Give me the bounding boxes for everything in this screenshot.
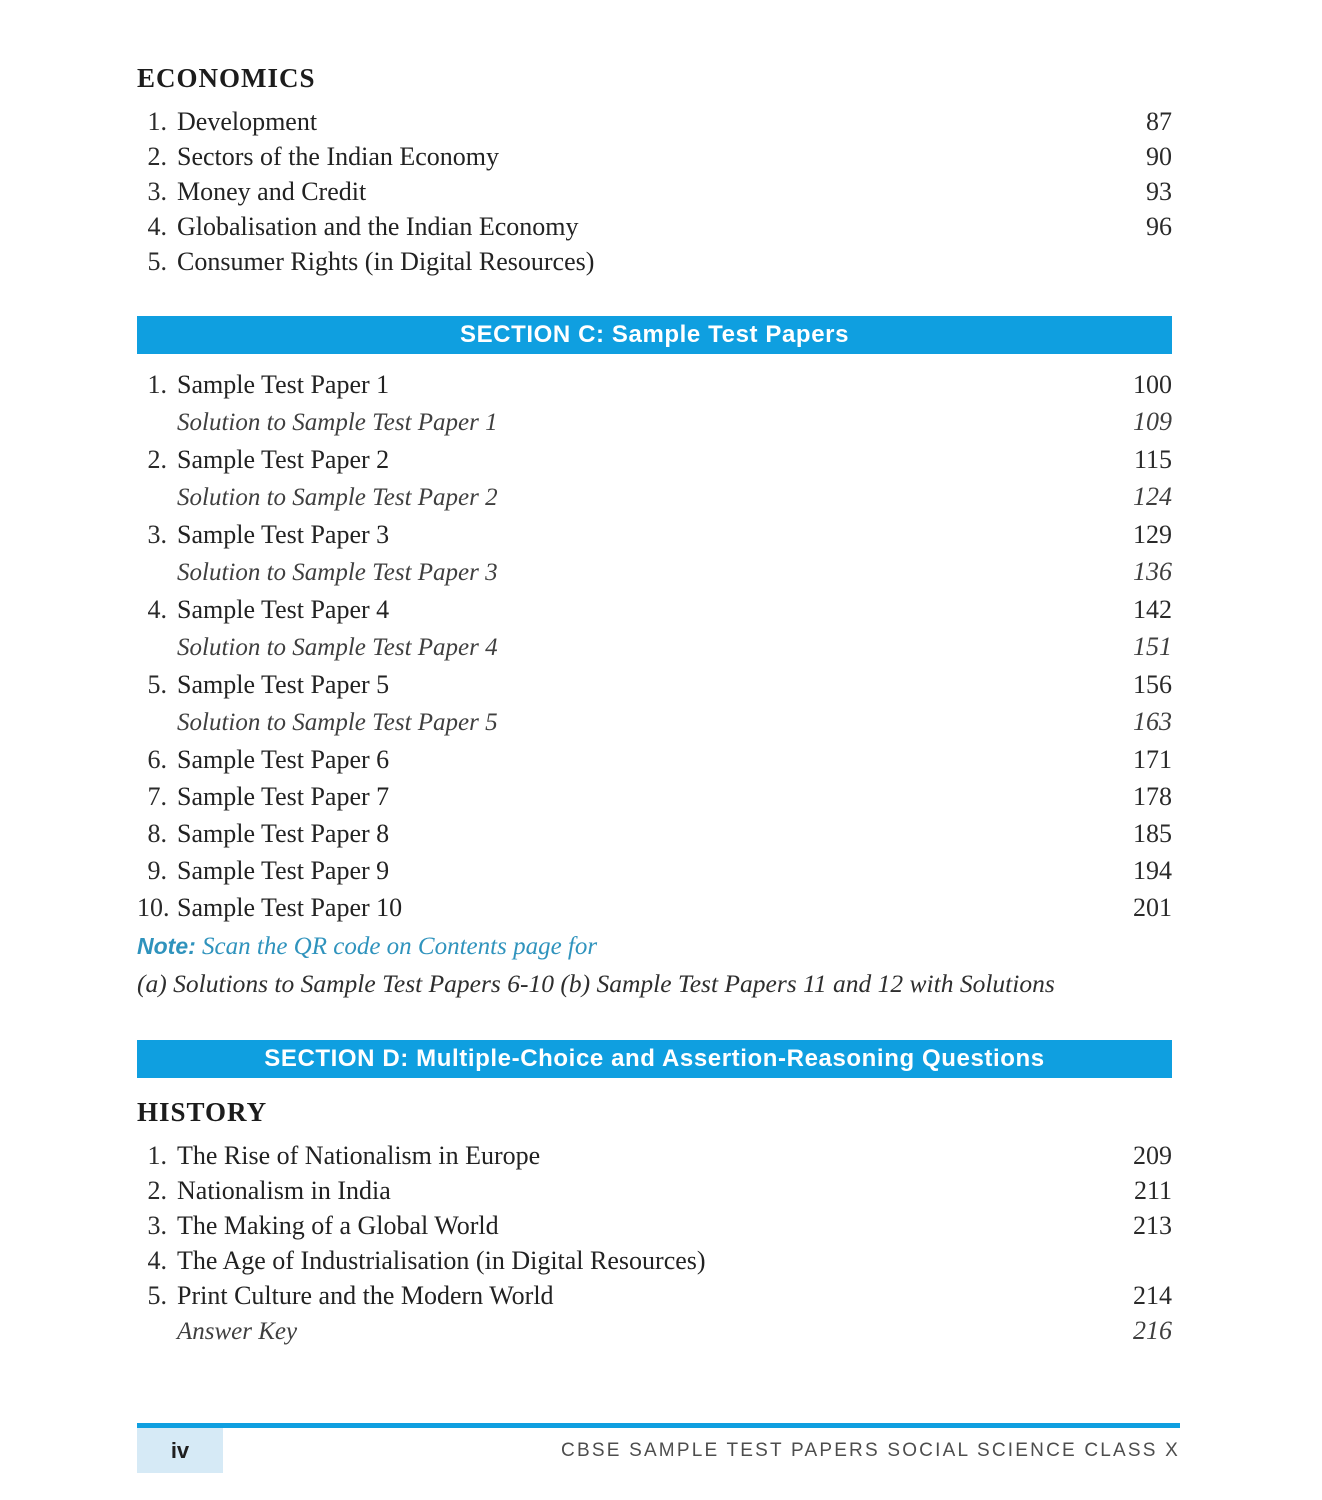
toc-row-page: 129 <box>1133 520 1172 549</box>
toc-row <box>137 1313 1172 1349</box>
toc-row-number: 5. <box>147 670 167 699</box>
toc-row <box>137 1278 1172 1313</box>
page-number-badge <box>137 1428 223 1473</box>
toc-row-number: 1. <box>147 370 167 399</box>
toc-row-title: Sample Test Paper 10 <box>177 893 403 922</box>
toc-row-title: Solution to Sample Test Paper 2 <box>177 484 498 511</box>
toc-row <box>137 1173 1172 1208</box>
toc-row-number: 2. <box>147 1176 167 1205</box>
toc-row-title: Sample Test Paper 7 <box>177 782 390 811</box>
toc-row <box>137 516 1172 553</box>
toc-row-page: 87 <box>1146 107 1172 136</box>
section-c-list <box>137 366 1172 926</box>
toc-row-title: Sample Test Paper 8 <box>177 819 390 848</box>
toc-row-number: 7. <box>147 782 167 811</box>
toc-row <box>137 403 1172 441</box>
toc-row-page: 211 <box>1133 1176 1172 1205</box>
toc-row-number: 1. <box>147 107 167 136</box>
toc-row-page: 194 <box>1133 856 1172 885</box>
toc-row-page: 90 <box>1146 142 1172 171</box>
toc-row-number: 2. <box>147 142 167 171</box>
toc-row-page: 213 <box>1133 1211 1172 1240</box>
note-line <box>137 928 1172 965</box>
toc-row <box>137 852 1172 889</box>
economics-list <box>137 104 1172 279</box>
toc-row-title: Answer Key <box>177 1318 298 1345</box>
toc-row-title: Sample Test Paper 3 <box>177 520 390 549</box>
toc-row <box>137 591 1172 628</box>
toc-row-page: 201 <box>1133 893 1172 922</box>
toc-row-page: 115 <box>1133 445 1172 474</box>
toc-row <box>137 628 1172 666</box>
toc-row-page: 216 <box>1133 1316 1172 1345</box>
toc-row-page: 142 <box>1133 595 1172 624</box>
footer-divider-rule <box>137 1423 1180 1428</box>
toc-row-title: Sample Test Paper 2 <box>177 445 390 474</box>
toc-row-title: Solution to Sample Test Paper 5 <box>177 709 498 736</box>
toc-row-page: 163 <box>1133 707 1172 736</box>
page-number: iv <box>170 1437 190 1463</box>
toc-row-page: 214 <box>1133 1281 1172 1310</box>
toc-row-page: 171 <box>1133 745 1172 774</box>
toc-row-title: Globalisation and the Indian Economy <box>177 212 579 241</box>
section-c-banner: SECTION C: Sample Test Papers <box>137 316 1172 354</box>
toc-row <box>137 1138 1172 1173</box>
toc-row-number: 6. <box>147 745 167 774</box>
toc-row <box>137 366 1172 403</box>
toc-row-title: Sample Test Paper 4 <box>177 595 390 624</box>
toc-row-page: 136 <box>1133 557 1172 586</box>
toc-row <box>137 1243 1172 1278</box>
toc-row-page: 109 <box>1133 407 1172 436</box>
toc-row <box>137 104 1172 139</box>
toc-row-title: Sectors of the Indian Economy <box>177 142 500 171</box>
toc-row-title: Solution to Sample Test Paper 4 <box>177 634 498 661</box>
toc-row-number: 5. <box>147 1281 167 1310</box>
toc-row <box>137 553 1172 591</box>
toc-row <box>137 741 1172 778</box>
toc-row-number: 9. <box>147 856 167 885</box>
note-label: Note: <box>137 933 196 959</box>
history-list <box>137 1138 1172 1349</box>
toc-row-page: 96 <box>1146 212 1172 241</box>
toc-row-number: 3. <box>147 177 167 206</box>
toc-row <box>137 209 1172 244</box>
toc-row-title: Nationalism in India <box>177 1176 391 1205</box>
toc-row-page: 100 <box>1133 370 1172 399</box>
toc-row-title: Sample Test Paper 5 <box>177 670 390 699</box>
economics-heading: ECONOMICS <box>137 63 316 93</box>
toc-row-title: Money and Credit <box>177 177 367 206</box>
toc-row-title: Sample Test Paper 9 <box>177 856 390 885</box>
toc-row-title: Sample Test Paper 1 <box>177 370 390 399</box>
toc-row-title: Print Culture and the Modern World <box>177 1281 554 1310</box>
toc-row-title: Consumer Rights (in Digital Resources) <box>177 247 595 276</box>
toc-row-title: Development <box>177 107 318 136</box>
history-heading: HISTORY <box>137 1097 268 1127</box>
toc-row-number: 1. <box>147 1141 167 1170</box>
toc-row-title: Sample Test Paper 6 <box>177 745 390 774</box>
toc-row <box>137 778 1172 815</box>
toc-row-page: 124 <box>1133 482 1172 511</box>
toc-row-title: The Age of Industrialisation (in Digital Resources) <box>177 1246 706 1275</box>
toc-row-page: 151 <box>1133 632 1172 661</box>
toc-row-title: Solution to Sample Test Paper 1 <box>177 409 498 436</box>
toc-row <box>137 666 1172 703</box>
toc-row <box>137 244 1172 279</box>
note-continuation: (a) Solutions to Sample Test Papers 6-10 (b) Sample Test Papers 11 and 12 with Solutions <box>137 969 1055 998</box>
note-text: Scan the QR code on Contents page for <box>195 933 598 960</box>
toc-row-number: 8. <box>147 819 167 848</box>
toc-row-number: 4. <box>147 212 167 241</box>
toc-row-number: 10. <box>137 893 170 922</box>
toc-row-number: 4. <box>147 595 167 624</box>
toc-row <box>137 139 1172 174</box>
toc-row-page: 93 <box>1146 177 1172 206</box>
toc-row-title: The Making of a Global World <box>177 1211 499 1240</box>
toc-content <box>137 0 1172 1349</box>
footer-book-title: CBSE SAMPLE TEST PAPERS SOCIAL SCIENCE CLASS X <box>561 1440 1180 1461</box>
toc-row-page: 156 <box>1133 670 1172 699</box>
toc-row <box>137 1208 1172 1243</box>
toc-row-page: 178 <box>1133 782 1172 811</box>
section-d-banner: SECTION D: Multiple-Choice and Assertion-Reasoning Questions <box>137 1040 1172 1078</box>
toc-row-title: Solution to Sample Test Paper 3 <box>177 559 498 586</box>
toc-row <box>137 174 1172 209</box>
toc-row <box>137 889 1172 926</box>
toc-row-number: 3. <box>147 520 167 549</box>
toc-row <box>137 441 1172 478</box>
toc-row-number: 2. <box>147 445 167 474</box>
toc-row-page: 185 <box>1133 819 1172 848</box>
toc-row-title: The Rise of Nationalism in Europe <box>177 1141 541 1170</box>
toc-row-number: 5. <box>147 247 167 276</box>
toc-row-number: 3. <box>147 1211 167 1240</box>
toc-row-number: 4. <box>147 1246 167 1275</box>
toc-row <box>137 815 1172 852</box>
toc-row <box>137 703 1172 741</box>
toc-row-page: 209 <box>1133 1141 1172 1170</box>
toc-row <box>137 478 1172 516</box>
